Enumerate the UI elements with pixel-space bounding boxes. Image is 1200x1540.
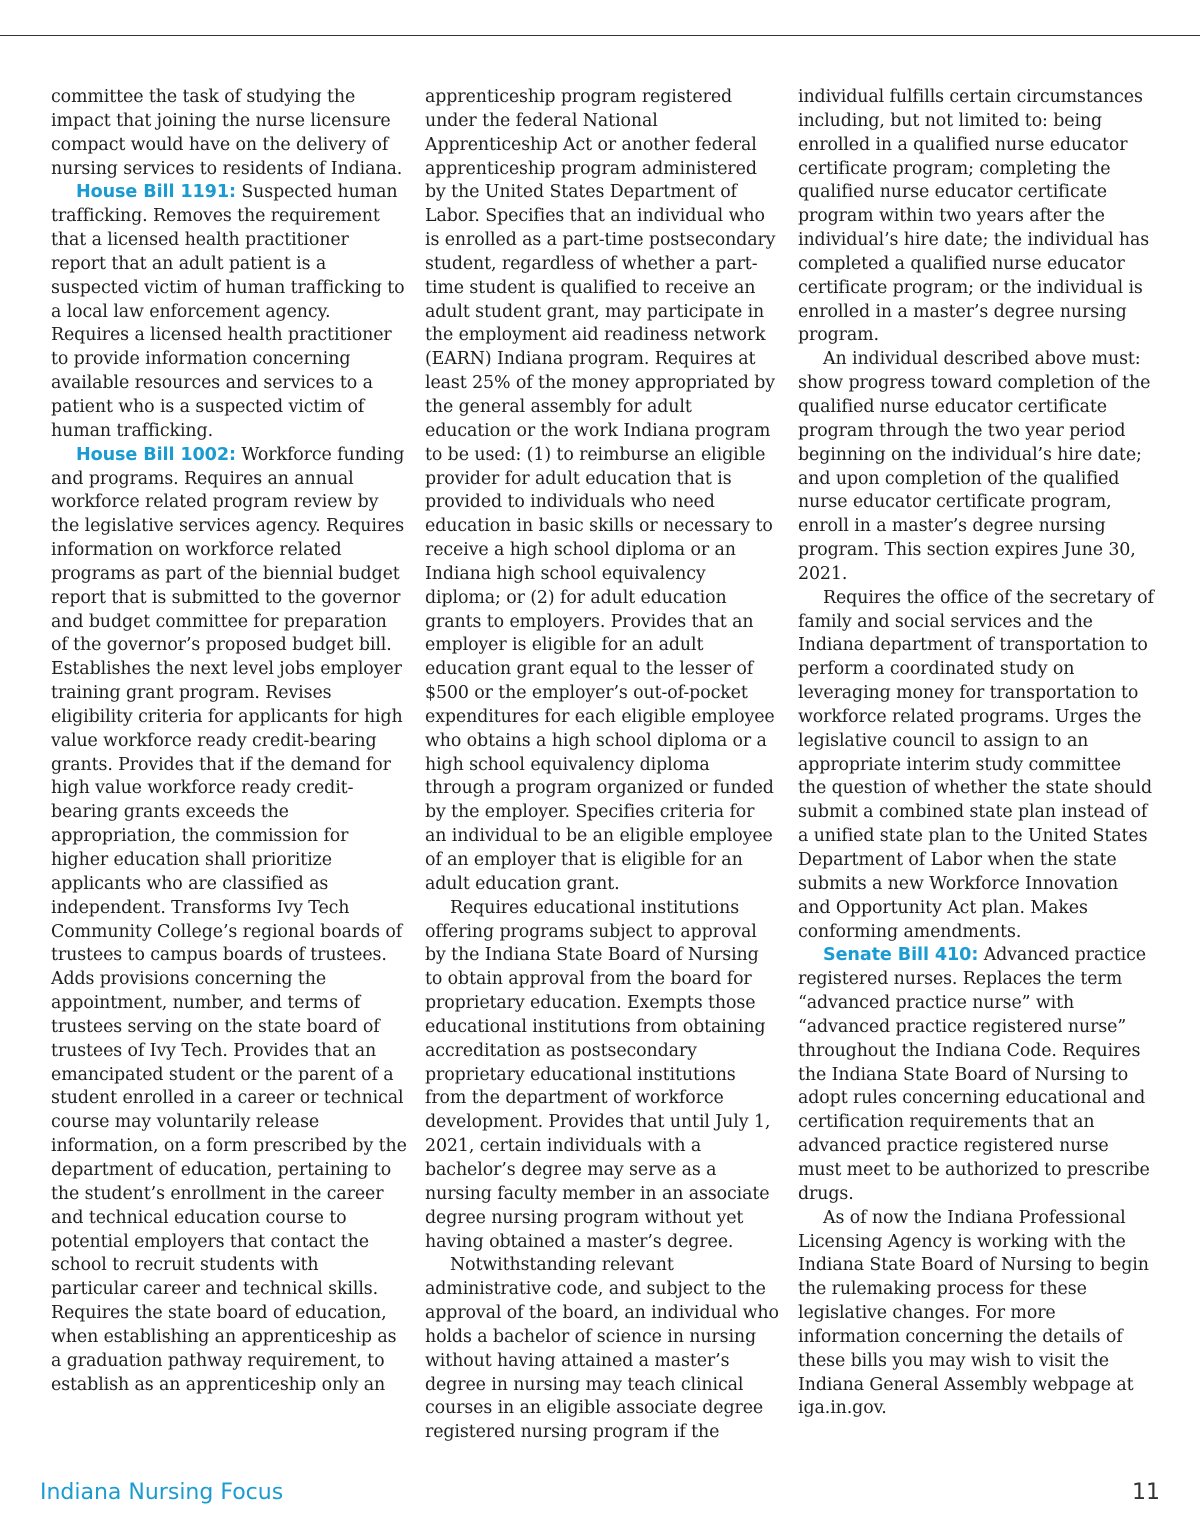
- bill-heading: House Bill 1002:: [76, 444, 236, 465]
- body-paragraph: [425, 1254, 781, 1445]
- body-paragraph: [798, 86, 1154, 348]
- paragraph-text: individual fulfills certain circumstances including, but not limited to: being enrolled in a qualified nurse educator certificate program; completing the qualified nurse educator certificate program within two years after the individual’s hire date; the individual has completed a qualified nurse educator certificate program; or the individual is enrolled in a master’s degree nursing program.: [798, 87, 1150, 346]
- page-number: 11: [1132, 1480, 1160, 1505]
- body-paragraph: [425, 897, 781, 1255]
- body-paragraph: [798, 587, 1154, 945]
- text-column-3: [798, 86, 1154, 1421]
- body-paragraph: [425, 86, 781, 897]
- publication-title: Indiana Nursing Focus: [40, 1480, 284, 1505]
- body-paragraph: [798, 944, 1154, 1206]
- paragraph-text: As of now the Indiana Professional Licensing Agency is working with the Indiana State Board of Nursing to begin the rulemaking process for these legislative changes. For more information concerning the details of these bills you may wish to visit the Indiana General Assembly webpage at iga.in.gov.: [798, 1207, 1149, 1419]
- body-paragraph: [798, 348, 1154, 586]
- body-paragraph: [798, 1207, 1154, 1422]
- paragraph-text: Advanced practice registered nurses. Replaces the term “advanced practice nurse” with “advanced practice registered nurse” throughout the Indiana Code. Requires the Indiana State Board of Nursing to adopt rules concerning educational and certification requirements that an advanced practice registered nurse must meet to be authorized to prescribe drugs.: [798, 945, 1150, 1204]
- paragraph-text: An individual described above must: show progress toward completion of the qualified nurse educator certificate program through the two year period beginning on the individual’s hire date; and upon completion of the qualified nurse educator certificate program, enroll in a master’s degree nursing program. This section expires June 30, 2021.: [798, 349, 1151, 584]
- text-column-1: [51, 86, 407, 1397]
- paragraph-text: Requires educational institutions offering programs subject to approval by the Indiana State Board of Nursing to obtain approval from the board for proprietary education. Exempts those educational institutions from obtaining accreditation as postsecondary proprietary educational institutions from the department of workforce development. Provides that until July 1, 2021, certain individuals with a bachelor’s degree may serve as a nursing faculty member in an associate degree nursing program without yet having obtained a master’s degree.: [425, 897, 771, 1252]
- bill-heading: Senate Bill 410:: [823, 945, 979, 966]
- paragraph-text: Requires the office of the secretary of family and social services and the Indiana department of transportation to perform a coordinated study on leveraging money for transportation to workforce related programs. Urges the legislative council to assign to an appropriate interim study committee the question of whether the state should submit a combined state plan instead of a unified state plan to the United States Department of Labor when the state submits a new Workforce Innovation and Opportunity Act plan. Makes conforming amendments.: [798, 587, 1154, 942]
- paragraph-text: Suspected human trafficking. Removes the requirement that a licensed health practitioner report that an adult patient is a suspected victim of human trafficking to a local law enforcement agency. Requires a licensed health practitioner to provide information concerning available resources and services to a patient who is a suspected victim of human trafficking.: [51, 182, 405, 441]
- body-paragraph: [51, 444, 407, 1398]
- paragraph-text: committee the task of studying the impact that joining the nurse licensure compact would have on the delivery of nursing services to residents of Indiana.: [51, 87, 403, 179]
- top-rule: [0, 35, 1200, 36]
- paragraph-text: Notwithstanding relevant administrative code, and subject to the approval of the board, an individual who holds a bachelor of science in nursing without having attained a master’s degree in nursing may teach clinical courses in an eligible associate degree registered nursing program if the: [425, 1255, 779, 1443]
- body-paragraph: [51, 86, 407, 181]
- paragraph-text: Workforce funding and programs. Requires an annual workforce related program review by the legislative services agency. Requires information on workforce related programs as part of the biennial budget report that is submitted to the governor and budget committee for preparation of the governor’s proposed budget bill. Establishes the next level jobs employer training grant program. Revises eligibility criteria for applicants for high value workforce ready credit-bearing grants. Provides that if the demand for high value workforce ready credit-bearing grants exceeds the appropriation, the commission for higher education shall prioritize applicants who are classified as independent. Transforms Ivy Tech Community College’s regional boards of trustees to campus boards of trustees. Adds provisions concerning the appointment, number, and terms of trustees serving on the state board of trustees of Ivy Tech. Provides that an emancipated student or the parent of a student enrolled in a career or technical course may voluntarily release information, on a form prescribed by the department of education, pertaining to the student’s enrollment in the career and technical education course to potential employers that contact the school to recruit students with particular career and technical skills. Requires the state board of education, when establishing an apprenticeship as a graduation pathway requirement, to establish as an apprenticeship only an: [51, 444, 407, 1395]
- text-column-2: [425, 86, 781, 1445]
- bill-heading: House Bill 1191:: [76, 182, 236, 203]
- paragraph-text: apprenticeship program registered under the federal National Apprenticeship Act or another federal apprenticeship program administered by the United States Department of Labor. Specifies that an individual who is enrolled as a part-time postsecondary student, regardless of whether a part-time student is qualified to receive an adult student grant, may participate in the employment aid readiness network (EARN) Indiana program. Requires at least 25% of the money appropriated by the general assembly for adult education or the work Indiana program to be used: (1) to reimburse an eligible provider for adult education that is provided to individuals who need education in basic skills or necessary to receive a high school diploma or an Indiana high school equivalency diploma; or (2) for adult education grants to employers. Provides that an employer is eligible for an adult education grant equal to the lesser of $500 or the employer’s out-of-pocket expenditures for each eligible employee who obtains a high school diploma or a high school equivalency diploma through a program organized or funded by the employer. Specifies criteria for an individual to be an eligible employee of an employer that is eligible for an adult education grant.: [425, 87, 776, 894]
- body-paragraph: [51, 181, 407, 443]
